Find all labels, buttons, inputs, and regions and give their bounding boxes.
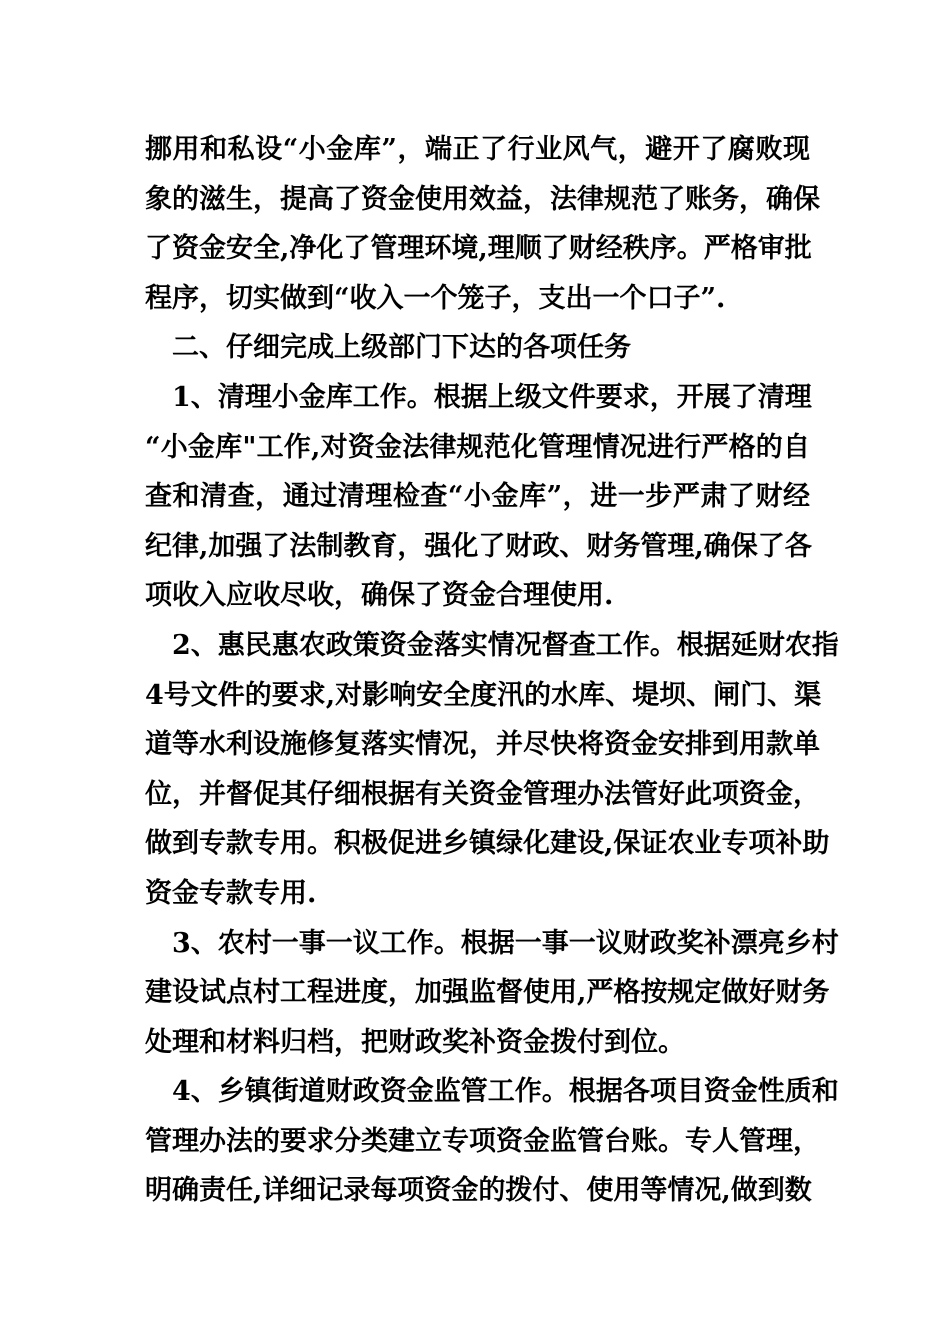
text-line: 二、仔细完成上级部门下达的各项任务 [172,332,631,364]
text-line: 4、乡镇街道财政资金监管工作。根据各项目资金性质和 [172,1076,839,1108]
text-line: 程序，切实做到“收入一个笼子，支出一个口子”. [145,282,726,314]
text-line: 象的滋生，提高了资金使用效益，法律规范了账务，确保 [145,183,820,215]
text-line: 纪律,加强了法制教育，强化了财政、财务管理,确保了各 [145,530,812,562]
text-line: 1、清理小金库工作。根据上级文件要求，开展了清理 [172,381,812,413]
text-line: 做到专款专用。积极促进乡镇绿化建设,保证农业专项补助 [145,828,830,860]
text-line: 查和清查，通过清理检查“小金库”，进一步严肃了财经 [145,481,810,513]
text-line: 3、农村一事一议工作。根据一事一议财政奖补漂亮乡村 [172,927,839,959]
text-line: 2、惠民惠农政策资金落实情况督查工作。根据延财农指 [172,629,839,661]
text-line: 处理和材料归档，把财政奖补资金拨付到位。 [145,1026,685,1058]
text-line: 项收入应收尽收，确保了资金合理使用. [145,580,614,612]
body-text [145,125,839,1216]
text-line: 位，并督促其仔细根据有关资金管理办法管好此项资金， [145,778,820,810]
text-line: 建设试点村工程进度，加强监督使用,严格按规定做好财务 [145,977,830,1009]
text-line: 挪用和私设“小金库”，端正了行业风气，避开了腐败现 [145,134,810,165]
text-line: 道等水利设施修复落实情况，并尽快将资金安排到用款单 [145,729,820,761]
text-line: 资金专款专用. [145,877,317,909]
text-line: 了资金安全,净化了管理环境,理顺了财经秩序。严格审批 [145,233,812,265]
text-line: 管理办法的要求分类建立专项资金监管台账。专人管理， [145,1125,820,1157]
text-line: 4号文件的要求,对影响安全度汛的水库、堤坝、闸门、渠 [145,679,822,711]
text-line: 明确责任,详细记录每项资金的拨付、使用等情况,做到数 [145,1175,812,1207]
text-line: “小金库"工作,对资金法律规范化管理情况进行严格的自 [145,431,810,463]
